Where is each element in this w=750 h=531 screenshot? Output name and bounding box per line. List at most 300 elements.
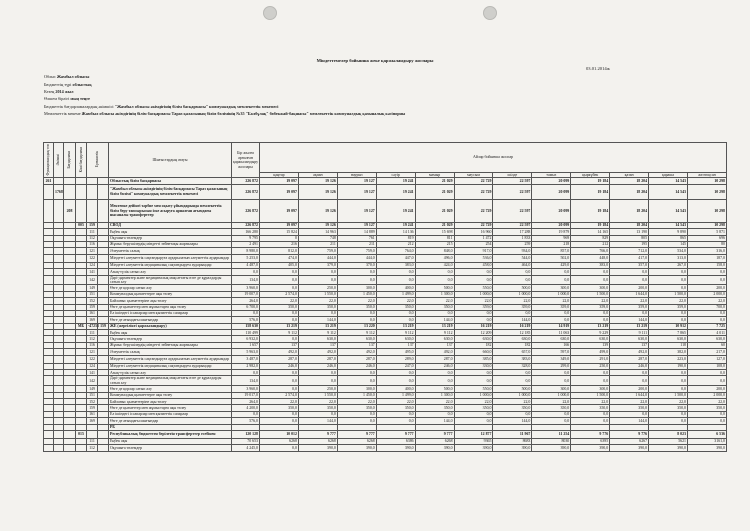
code-cell: 116	[87, 342, 98, 348]
month-value-cell: 417,0	[610, 254, 649, 262]
code-cell: 161	[87, 411, 98, 417]
month-value-cell: 0,0	[260, 370, 299, 376]
month-value-cell: 3161,0	[687, 438, 726, 444]
month-value-cell: 444,0	[298, 254, 337, 262]
month-value-cell: 848,0	[415, 248, 454, 254]
month-value-cell: 22,0	[298, 399, 337, 405]
month-value-cell: 215	[415, 241, 454, 247]
month-value-cell: 350,0	[337, 304, 376, 310]
month-value-cell: 759,0	[298, 248, 337, 254]
month-value-cell: 246,0	[337, 363, 376, 369]
month-value-cell: 14 919	[532, 323, 571, 329]
month-value-cell: 19 126	[298, 178, 337, 184]
month-value-cell: 6267	[610, 438, 649, 444]
month-value-cell: 448,0	[571, 254, 610, 262]
month-value-cell: 223,0	[649, 355, 688, 363]
month-value-cell: 300,0	[571, 386, 610, 392]
month-value-cell: 22,0	[532, 298, 571, 304]
month-value-cell: 19 184	[571, 222, 610, 228]
code-cell: 1768	[54, 184, 64, 199]
month-value-cell: 700,0	[687, 304, 726, 310]
code-cell: 124	[87, 262, 98, 268]
row-name: Ел ішіндегі іссапарлар мен қызметтік сапарлар	[109, 411, 232, 417]
month-value-cell: 14 543	[649, 199, 688, 222]
meta-label: Облыс	[44, 74, 56, 79]
month-value-cell: 200,0	[610, 285, 649, 291]
month-value-cell: 0,0	[532, 370, 571, 376]
month-value-cell: 22,0	[337, 298, 376, 304]
month-value-cell: 696	[687, 235, 726, 241]
month-value-cell: 550,0	[454, 386, 493, 392]
month-value-cell: 0,0	[649, 376, 688, 386]
month-value-cell: 630,0	[532, 336, 571, 342]
month-value-cell: 330,0	[454, 363, 493, 369]
month-value-cell: 0,0	[649, 418, 688, 424]
month-value-cell: 7 865	[649, 330, 688, 336]
header-month: маусым	[454, 173, 493, 178]
table-row	[44, 184, 727, 199]
month-value-cell: 390,0	[415, 445, 454, 451]
month-value-cell: 13 220	[337, 323, 376, 329]
month-value-cell: 857,0	[532, 248, 571, 254]
month-value-cell: 474,0	[260, 254, 299, 262]
month-value-cell: 0,0	[260, 269, 299, 275]
row-name: Дәрі-дәрмектер және медициналық мақсаттағы өзге де құралдарды сатып алу	[109, 275, 232, 285]
month-value-cell: 212	[376, 241, 415, 247]
month-value-cell: 0,0	[454, 370, 493, 376]
code-cell	[98, 355, 109, 363]
total-cell: 3 960,0	[232, 285, 260, 291]
row-name: Республикалық бюджеттен берілетін трансферттер есебінен	[109, 430, 232, 438]
month-value-cell: 0,0	[532, 317, 571, 323]
code-cell: 151	[87, 392, 98, 398]
header-month: қазан	[610, 173, 649, 178]
month-value-cell: 1 550,0	[298, 291, 337, 297]
month-value-cell: 14 165	[571, 229, 610, 235]
month-value-cell: 20 099	[532, 199, 571, 222]
month-value-cell: 1 500,0	[649, 392, 688, 398]
month-value-cell: 1 500,0	[649, 291, 688, 297]
row-name: Өзге де қорлар сатып алу	[109, 285, 232, 291]
month-value-cell: 182	[493, 342, 532, 348]
month-value-cell: 287,0	[298, 355, 337, 363]
month-value-cell: 492,0	[337, 349, 376, 355]
month-value-cell: 0,0	[415, 376, 454, 386]
meta-value: "Жамбыл облысы әкімдігінің білім басқармасы" коммуналдық мемлекеттік мекемесі	[114, 104, 279, 109]
month-value-cell: 630,0	[610, 336, 649, 342]
month-value-cell: 246,0	[415, 363, 454, 369]
code-cell: 152	[87, 298, 98, 304]
month-value-cell: 492,0	[298, 349, 337, 355]
month-value-cell: 19 126	[298, 199, 337, 222]
month-value-cell: 660,0	[454, 349, 493, 355]
code-cell: 169	[87, 418, 98, 424]
month-value-cell: 10 012	[260, 430, 299, 438]
month-value-cell: 385,0	[454, 355, 493, 363]
month-value-cell: 300,0	[571, 285, 610, 291]
code-cell	[98, 199, 109, 222]
code-cell: 141	[87, 269, 98, 275]
month-value-cell: 22,0	[571, 399, 610, 405]
header-col-func: Функционалдық топ	[44, 143, 54, 178]
month-value-cell: 400,0	[376, 386, 415, 392]
month-value-cell: 390,0	[571, 445, 610, 451]
month-value-cell: 359,0	[571, 304, 610, 310]
month-value-cell: 0,0	[571, 310, 610, 316]
total-cell: 6 932,0	[232, 336, 260, 342]
code-cell: 142	[87, 275, 98, 285]
code-cell: 159	[87, 405, 98, 411]
meta-value: 2014 жыл	[55, 89, 74, 94]
month-value-cell: 9 777	[415, 430, 454, 438]
month-value-cell: 1 500,0	[571, 291, 610, 297]
month-value-cell: 0,0	[454, 275, 493, 285]
code-cell: -47251	[88, 324, 100, 329]
total-cell: 166 280	[232, 229, 260, 235]
code-cell: 141	[87, 370, 98, 376]
month-value-cell: 13 219	[571, 323, 610, 329]
month-value-cell: 350,0	[298, 304, 337, 310]
month-value-cell: 0,0	[415, 411, 454, 417]
header-col-name: Шығыстардың атауы	[109, 143, 232, 178]
month-value-cell: 1 000,0	[532, 291, 571, 297]
month-value-cell: 1 000,0	[493, 291, 532, 297]
month-value-cell: 0	[260, 235, 299, 241]
month-value-cell: 534,0	[649, 248, 688, 254]
meta-line	[44, 82, 92, 87]
code-cell: 159	[87, 304, 98, 310]
code-cell	[98, 445, 109, 451]
month-value-cell: 144,0	[298, 317, 337, 323]
month-value-cell: 19 097	[260, 184, 299, 199]
month-value-cell: 0,0	[571, 418, 610, 424]
month-value-cell: 1 472	[454, 235, 493, 241]
total-cell: 134,0	[232, 376, 260, 386]
month-value-cell: 137	[337, 342, 376, 348]
table-row	[44, 275, 727, 285]
code-cell: 124	[87, 363, 98, 369]
month-value-cell: 766,0	[571, 248, 610, 254]
month-value-cell: 350,0	[493, 405, 532, 411]
month-value-cell: 0,0	[649, 310, 688, 316]
month-value-cell: 299,0	[532, 363, 571, 369]
header-months-group: Айлар бойынша жоспар	[260, 143, 727, 173]
punch-hole	[263, 6, 277, 20]
meta-label: Мемлекеттік мекеме	[44, 111, 81, 116]
month-value-cell: 211	[298, 241, 337, 247]
month-value-cell: 22,0	[649, 298, 688, 304]
month-value-cell: 0,0	[337, 317, 376, 323]
month-value-cell: 14 543	[649, 184, 688, 199]
month-value-cell: 6268	[260, 438, 299, 444]
month-value-cell: 1 000,0	[454, 291, 493, 297]
total-cell: 226 872	[232, 222, 260, 228]
month-value-cell: 630,0	[687, 336, 726, 342]
month-value-cell: 144,0	[610, 317, 649, 323]
month-value-cell: 11 967	[493, 430, 532, 438]
code-cell: 112	[87, 445, 98, 451]
row-name: Өзге де ағымдағы шығындар	[109, 418, 232, 424]
month-value-cell: 0,0	[298, 411, 337, 417]
month-value-cell: 502,0	[532, 254, 571, 262]
month-value-cell: 20 099	[532, 184, 571, 199]
month-value-cell: 7 725	[687, 323, 726, 329]
month-value-cell: 291,0	[571, 355, 610, 363]
month-value-cell: 6395	[571, 438, 610, 444]
month-value-cell: 350,0	[649, 405, 688, 411]
month-value-cell: 0,0	[610, 269, 649, 275]
header-col-subprogram: Кіші бағдарлама	[76, 143, 87, 178]
month-value-cell: 10 298	[687, 178, 726, 184]
total-cell: 576,0	[232, 317, 260, 323]
month-value-cell: 19 184	[571, 199, 610, 222]
month-value-cell: 0,0	[376, 370, 415, 376]
month-value-cell: 19 097	[260, 199, 299, 222]
month-value-cell: 9 890	[649, 229, 688, 235]
month-value-cell: 0,0	[260, 317, 299, 323]
month-value-cell: 444,0	[337, 254, 376, 262]
month-value-cell: 1 000,0	[454, 392, 493, 398]
header-col-admin: Әкімші	[54, 143, 64, 178]
month-value-cell: 0,0	[454, 310, 493, 316]
month-value-cell: 22 597	[493, 222, 532, 228]
month-value-cell: 383,0	[493, 355, 532, 363]
month-value-cell: 22,0	[376, 399, 415, 405]
month-value-cell: 200,0	[610, 386, 649, 392]
month-value-cell: 390,0	[454, 445, 493, 451]
code-cell	[76, 184, 87, 199]
meta-line	[44, 96, 90, 101]
month-value-cell: 0,0	[337, 370, 376, 376]
month-value-cell: 19 126	[298, 222, 337, 228]
month-value-cell: 0,0	[337, 418, 376, 424]
month-value-cell: 1 300,0	[415, 291, 454, 297]
month-value-cell: 13 219	[298, 323, 337, 329]
month-value-cell: 500,0	[493, 386, 532, 392]
month-value-cell: 5621	[649, 438, 688, 444]
total-cell: 0,0	[232, 269, 260, 275]
month-value-cell: 1 000,0	[532, 392, 571, 398]
month-value-cell: 0,0	[260, 310, 299, 316]
month-value-cell: 195	[610, 241, 649, 247]
month-value-cell: 22,0	[532, 399, 571, 405]
code-cell: 112	[87, 235, 98, 241]
month-value-cell: 22,0	[571, 298, 610, 304]
month-value-cell: 22,0	[260, 399, 299, 405]
month-value-cell: 22,0	[337, 399, 376, 405]
month-value-cell: 9 112	[260, 330, 299, 336]
month-value-cell: 350,0	[337, 405, 376, 411]
month-value-cell: 0,0	[376, 418, 415, 424]
month-value-cell: 429,0	[532, 262, 571, 268]
month-value-cell: 424,0	[415, 262, 454, 268]
month-value-cell: 289,0	[376, 355, 415, 363]
month-value-cell: 0,0	[610, 370, 649, 376]
month-value-cell: 13 219	[260, 323, 299, 329]
month-value-cell: 0,0	[493, 370, 532, 376]
month-value-cell: 0,0	[260, 445, 299, 451]
total-cell: 226 872	[232, 178, 260, 184]
row-name: Байланыс қызметтеріне ақы төлеу	[109, 399, 232, 405]
code-cell	[44, 355, 54, 363]
financing-table	[43, 142, 727, 452]
total-cell: 4 200,0	[232, 405, 260, 411]
month-value-cell: 0,0	[610, 411, 649, 417]
month-value-cell: 9 112	[415, 330, 454, 336]
month-value-cell: 390,0	[649, 445, 688, 451]
row-name: Өзге де қызметтер мен жұмыстарға ақы төлеу	[109, 405, 232, 411]
month-value-cell: 16 219	[454, 323, 493, 329]
month-value-cell: 20 099	[532, 222, 571, 228]
month-value-cell: 22,0	[298, 298, 337, 304]
month-value-cell: 0,0	[493, 376, 532, 386]
code-cell	[64, 275, 76, 285]
month-value-cell: 0,0	[454, 418, 493, 424]
month-value-cell: 0,0	[376, 411, 415, 417]
month-value-cell: 19 241	[376, 222, 415, 228]
header-month: сәуір	[376, 173, 415, 178]
month-value-cell: 550,0	[454, 285, 493, 291]
month-value-cell: 145	[649, 241, 688, 247]
row-name: Міндетті әлеуметтік медициналық сақтандыруға аударымдар	[109, 262, 232, 268]
total-cell: 6 700,0	[232, 304, 260, 310]
month-value-cell: 1 644,0	[610, 392, 649, 398]
month-value-cell: 190,0	[649, 363, 688, 369]
total-cell: 19 017,0	[232, 392, 260, 398]
month-value-cell: 496,0	[415, 254, 454, 262]
total-cell: 5 963,0	[232, 349, 260, 355]
month-value-cell: 499,0	[571, 349, 610, 355]
month-value-cell: 764,0	[376, 248, 415, 254]
code-cell: 161	[87, 310, 98, 316]
code-cell: 122	[87, 254, 98, 262]
code-cell	[98, 184, 109, 199]
month-value-cell: 300,0	[337, 386, 376, 392]
month-value-cell: 865	[649, 235, 688, 241]
month-value-cell: 0,0	[687, 310, 726, 316]
code-cell: 116	[87, 241, 98, 247]
month-value-cell: 8 023	[649, 430, 688, 438]
total-cell: 3 487,0	[232, 355, 260, 363]
row-name: Байланыс қызметтеріне ақы төлеу	[109, 298, 232, 304]
header-month: қаңтар	[260, 173, 299, 178]
row-name: Коммуналдық қызметтерге ақы төлеу	[109, 291, 232, 297]
meta-value: Жамбыл облысы	[56, 74, 90, 79]
row-name: Өзге де қызметтер мен жұмыстарға ақы төлеу	[109, 304, 232, 310]
month-value-cell: 349,0	[532, 355, 571, 363]
code-cell: 149	[87, 386, 98, 392]
code-cell	[87, 184, 98, 199]
code-cell	[54, 199, 64, 222]
month-value-cell: 217,0	[687, 349, 726, 355]
month-value-cell: 15 824	[260, 229, 299, 235]
month-value-cell: 19 184	[571, 184, 610, 199]
month-value-cell: 14 963	[298, 229, 337, 235]
month-value-cell: 13 219	[376, 323, 415, 329]
month-value-cell: 22,0	[687, 399, 726, 405]
month-value-cell: 287,0	[415, 355, 454, 363]
header-month: желтоқсан	[687, 173, 726, 178]
month-value-cell: 0,0	[415, 370, 454, 376]
month-value-cell: 250,0	[298, 285, 337, 291]
header-col-total: Бір жылға арналған қаржыландыру жоспары	[232, 143, 260, 178]
month-value-cell: 0,0	[571, 376, 610, 386]
month-value-cell: 0,0	[687, 269, 726, 275]
month-value-cell: 14 889	[337, 229, 376, 235]
month-value-cell: 630,0	[649, 336, 688, 342]
month-value-cell: 287,0	[337, 355, 376, 363]
total-cell: 2 982,0	[232, 363, 260, 369]
month-value-cell: 144,0	[415, 418, 454, 424]
month-value-cell: 9 229	[571, 330, 610, 336]
month-value-cell: 9 777	[337, 430, 376, 438]
month-value-cell: 630,0	[493, 336, 532, 342]
code-cell	[64, 355, 76, 363]
header-month: қыркүйек	[571, 173, 610, 178]
total-cell: 3 960,0	[232, 386, 260, 392]
month-value-cell: 22,0	[454, 298, 493, 304]
month-value-cell: 300,0	[337, 285, 376, 291]
header-month: наурыз	[337, 173, 376, 178]
month-value-cell: 390,0	[610, 445, 649, 451]
month-value-cell: 495,0	[376, 349, 415, 355]
month-value-cell: 14 543	[649, 178, 688, 184]
month-value-cell: 350,0	[571, 405, 610, 411]
month-value-cell: 200,0	[687, 386, 726, 392]
row-name: Оқушыға төлемдер	[109, 235, 232, 241]
code-cell	[64, 376, 76, 386]
document-title: Міндеттемелер бойынша жеке қаржыландыру жоспары	[316, 58, 434, 63]
month-value-cell: 0,0	[649, 317, 688, 323]
month-value-cell: 917,0	[454, 248, 493, 254]
month-value-cell: 0,0	[454, 269, 493, 275]
month-value-cell: 359,0	[493, 304, 532, 310]
month-value-cell: 748	[298, 235, 337, 241]
month-value-cell: 137	[376, 342, 415, 348]
month-value-cell: 811	[415, 235, 454, 241]
month-value-cell: 19 879	[532, 229, 571, 235]
code-cell	[76, 445, 87, 451]
month-value-cell: 19 241	[376, 178, 415, 184]
row-name: Міндетті әлеуметтік сақтандыруға аударылатын әлеуметтік аударымдар	[109, 355, 232, 363]
code-cell	[54, 430, 64, 438]
month-value-cell: 13 190	[610, 229, 649, 235]
month-value-cell: 22 597	[493, 178, 532, 184]
total-cell: 576,0	[232, 418, 260, 424]
total-cell: 120 128	[232, 430, 260, 438]
table-row	[44, 376, 727, 386]
total-cell: 4 487,0	[232, 262, 260, 268]
month-value-cell: 246,0	[260, 363, 299, 369]
code-cell: 169	[87, 317, 98, 323]
month-value-cell: 259	[493, 241, 532, 247]
month-value-cell: 350,0	[260, 304, 299, 310]
month-value-cell: 17 288	[493, 229, 532, 235]
row-name: Еңбек ақы	[109, 438, 232, 444]
month-value-cell: 630,0	[376, 336, 415, 342]
month-value-cell: 0,0	[337, 275, 376, 285]
month-value-cell: 1 499,0	[376, 291, 415, 297]
row-name: Коммуналдық қызметтерге ақы төлеу	[109, 392, 232, 398]
month-value-cell: 211	[337, 241, 376, 247]
month-value-cell: 382,0	[649, 349, 688, 355]
row-name: "Жамбыл облысы әкімдігінің білім басқармасы Тараз қаласының білім бөлімі" коммуналдық мемлекеттік мекемесі	[109, 184, 232, 199]
month-value-cell: 80	[687, 241, 726, 247]
month-value-cell: 1 000,0	[493, 392, 532, 398]
code-cell	[76, 275, 87, 285]
month-value-cell: 313,0	[649, 254, 688, 262]
month-value-cell: 0,0	[337, 376, 376, 386]
